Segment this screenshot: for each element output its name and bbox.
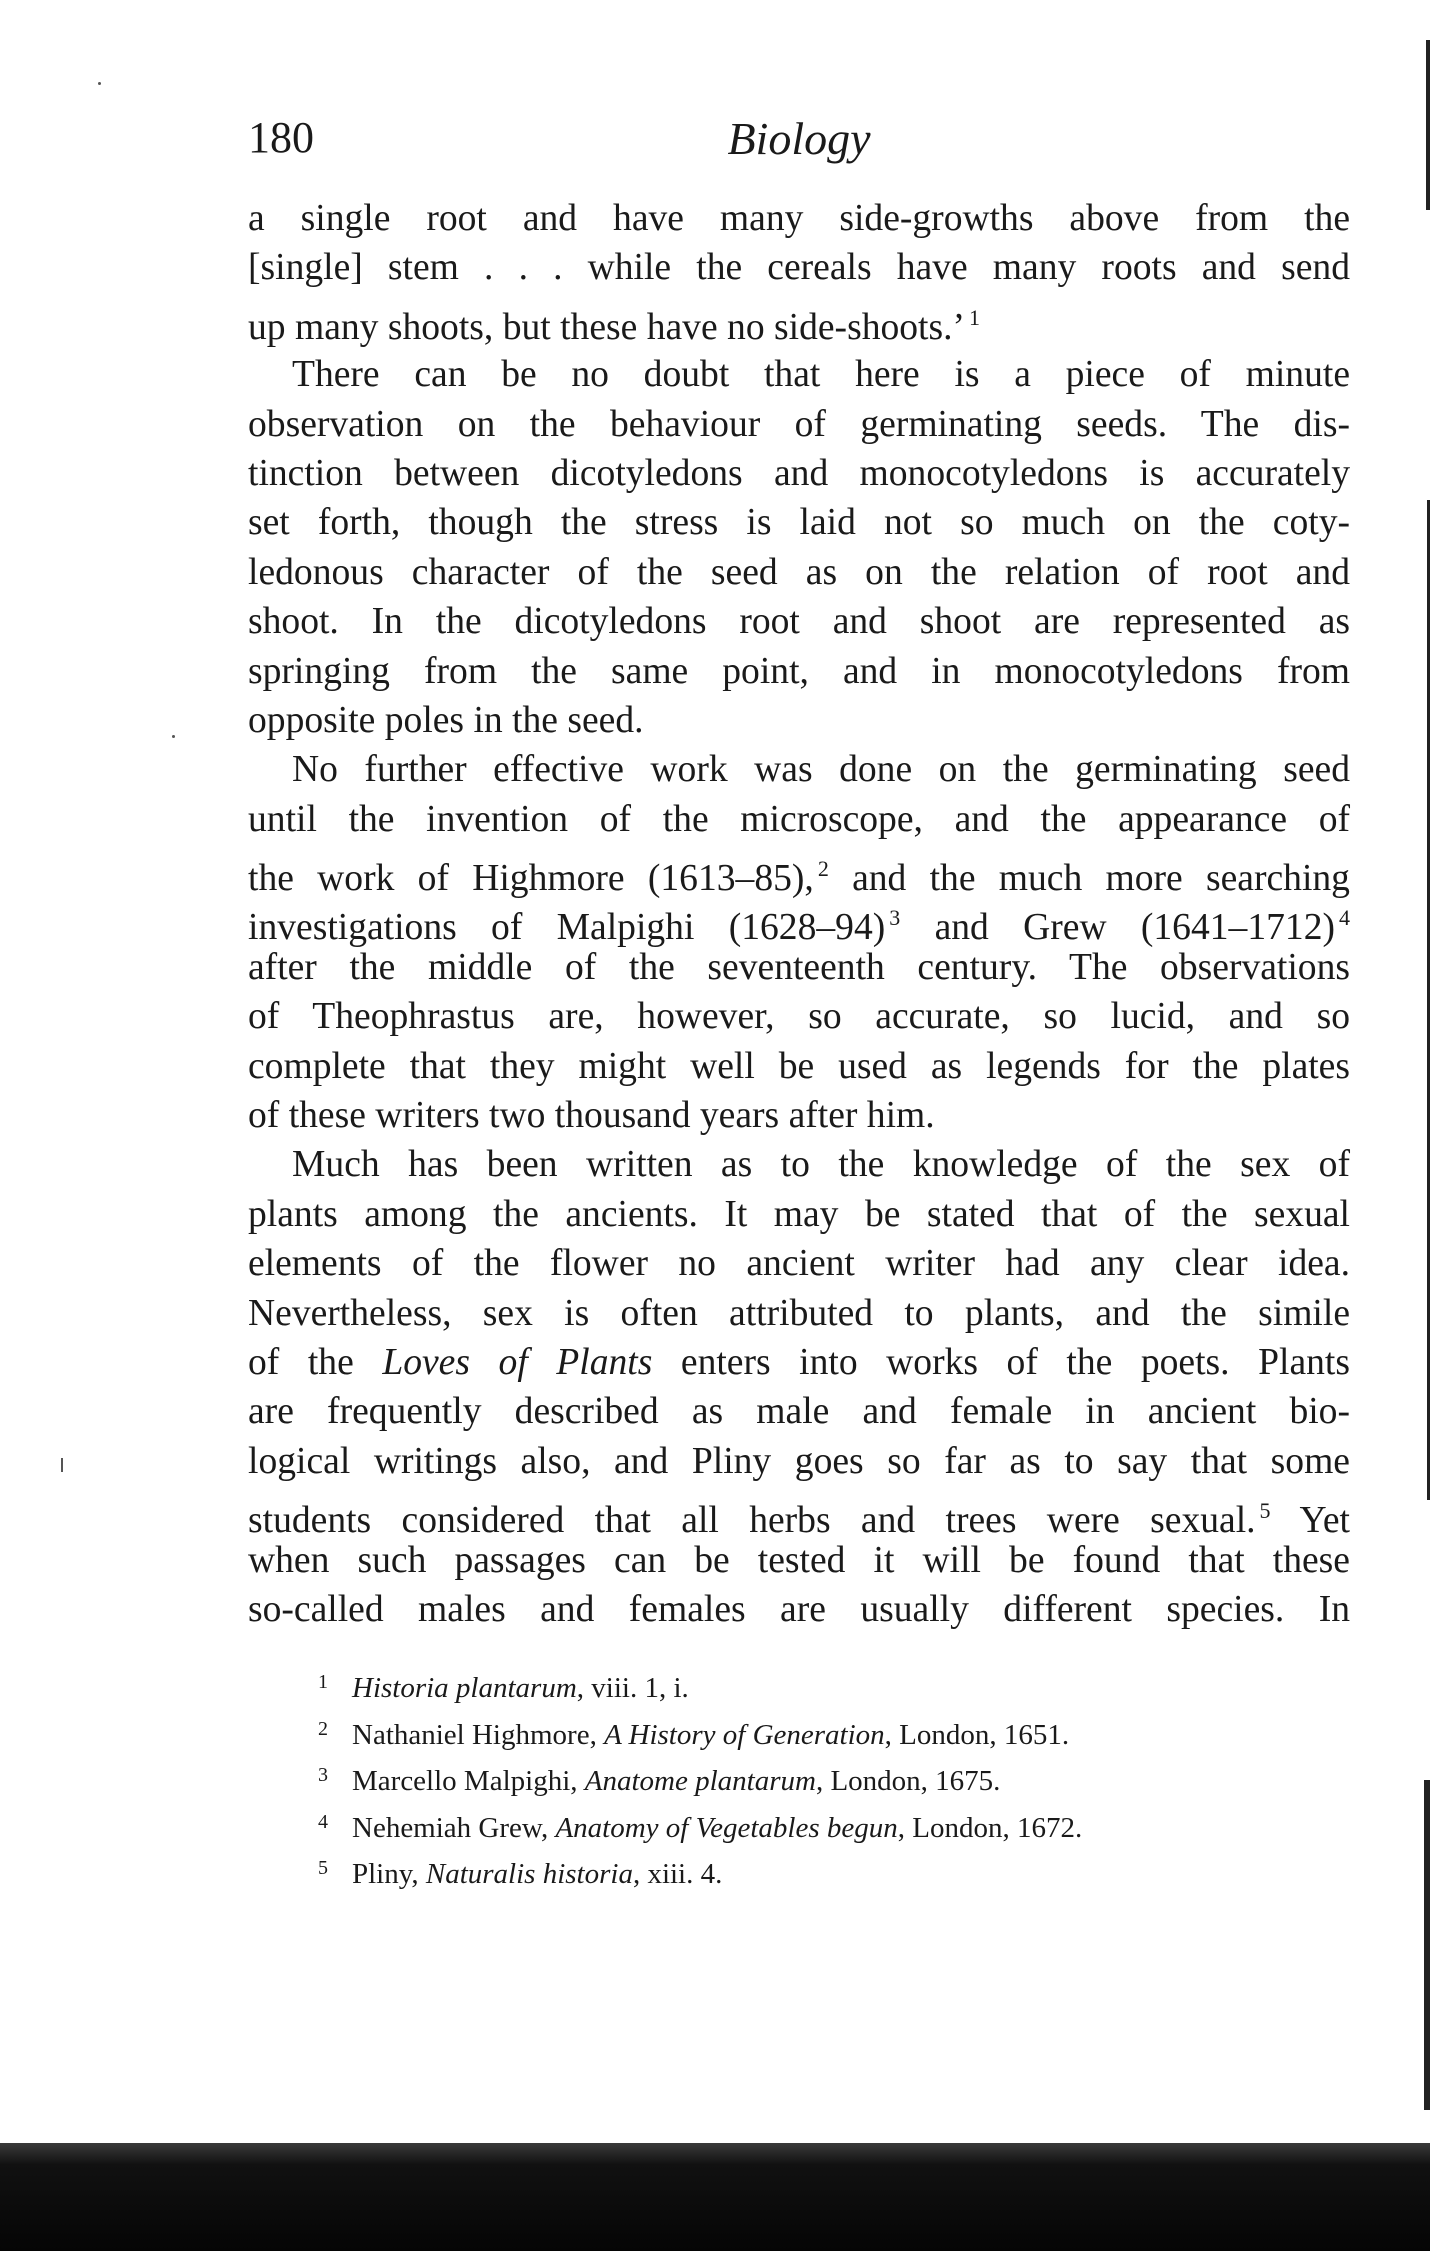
footnote-title: Naturalis historia <box>425 1858 633 1890</box>
text-line <box>248 992 1350 1041</box>
text-line <box>248 194 1350 243</box>
text-line <box>248 1190 1350 1239</box>
footnote-title: Anatomy of Vegetables begun <box>555 1811 898 1844</box>
text-line <box>248 844 1350 900</box>
footnote-text: , viii. 1, i. <box>576 1672 689 1704</box>
line-text: tinction between dicotyledons and monocotyledons is accurately <box>248 452 1350 494</box>
footnote <box>318 1755 1318 1802</box>
line-text: up many shoots, but these have no side-shoots.’ <box>248 306 966 348</box>
footnote-title: A History of Generation <box>604 1718 885 1751</box>
line-text: Much has been written as to the knowledge of the sex of <box>292 1144 1350 1186</box>
paper-speck <box>98 82 101 85</box>
line-text: Nevertheless, sex is often attributed to plants, and the simile <box>248 1292 1350 1334</box>
text-line <box>248 1289 1350 1338</box>
text-line <box>248 400 1350 449</box>
footnote-text: Nehemiah Grew, <box>352 1811 556 1844</box>
line-text: No further effective work was done on the germinating seed <box>292 749 1350 791</box>
text-line <box>248 1387 1350 1436</box>
footnote-reference: 2 <box>817 856 829 882</box>
line-text: investigations of Malpighi (1628–94) <box>248 907 886 949</box>
paper-speck <box>61 1458 63 1472</box>
line-text: after the middle of the seventeenth century. The observations <box>248 946 1350 988</box>
line-text: enters into works of the poets. Plants <box>680 1341 1350 1383</box>
footnote-text: , London, 1651. <box>884 1718 1070 1751</box>
line-text: students considered that all herbs and trees were sexual. <box>248 1500 1256 1542</box>
text-line <box>248 1585 1350 1634</box>
line-text: set forth, though the stress is laid not so much on the coty- <box>248 502 1350 544</box>
footnote-text: , London, 1675. <box>815 1765 1001 1797</box>
text-line <box>248 1437 1350 1486</box>
text-line <box>248 1536 1350 1585</box>
line-text: and the much more searching <box>852 858 1350 900</box>
line-text: [single] stem . . . while the cereals have many roots and send <box>248 247 1350 289</box>
footnotes <box>318 1662 1318 1895</box>
text-line <box>248 293 1350 348</box>
body-text <box>248 194 1350 1634</box>
line-text: the work of Highmore (1613–85), <box>248 858 814 900</box>
line-text: complete that they might well be used as legends for the plates <box>248 1045 1350 1087</box>
footnote-number: 1 <box>318 1671 328 1693</box>
scan-shadow <box>0 2143 1430 2251</box>
footnote-number: 5 <box>318 1857 328 1879</box>
footnote <box>318 1709 1318 1756</box>
line-text: elements of the flower no ancient writer had any clear idea. <box>248 1243 1350 1285</box>
line-text: when such passages can be tested it will be found that these <box>248 1539 1350 1581</box>
text-line <box>248 548 1350 597</box>
text-line <box>248 745 1350 794</box>
footnote <box>318 1802 1318 1849</box>
line-text: There can be no doubt that here is a piece of minute <box>292 354 1350 396</box>
line-text: and Grew (1641–1712) <box>934 907 1335 949</box>
footnote-text: , London, 1672. <box>897 1811 1083 1844</box>
text-line <box>248 893 1350 949</box>
line-text: of the <box>248 1341 354 1383</box>
line-text: logical writings also, and Pliny goes so far as to say that some <box>248 1440 1350 1482</box>
text-line <box>248 1486 1350 1542</box>
footnote-reference: 1 <box>969 304 981 330</box>
line-text: springing from the same point, and in monocotyledons from <box>248 650 1350 692</box>
footnote <box>318 1848 1318 1895</box>
line-text: of these writers two thousand years after him. <box>248 1095 935 1137</box>
line-text: of Theophrastus are, however, so accurate, so lucid, and so <box>248 996 1350 1038</box>
footnote-title: Historia plantarum <box>352 1672 577 1704</box>
footnote-title: Anatome plantarum <box>584 1765 816 1797</box>
text-line <box>248 696 1350 745</box>
text-line <box>248 1140 1350 1189</box>
text-line <box>248 1239 1350 1288</box>
footnote-number: 4 <box>318 1810 328 1833</box>
footnote-text: Marcello Malpighi, <box>352 1765 585 1797</box>
italic-title: Loves of Plants <box>382 1341 653 1383</box>
line-text: a single root and have many side-growths above from the <box>248 198 1350 239</box>
line-text: until the invention of the microscope, and the appearance of <box>248 798 1350 840</box>
page-header <box>248 112 1350 172</box>
footnote-text: Pliny, <box>352 1858 426 1890</box>
page-edge-mark <box>1426 40 1430 210</box>
paper-speck <box>172 735 175 738</box>
text-line <box>248 943 1350 992</box>
line-text: shoot. In the dicotyledons root and shoot are represented as <box>248 601 1350 643</box>
text-line <box>248 1091 1350 1140</box>
line-text: plants among the ancients. It may be stated that of the sexual <box>248 1193 1350 1235</box>
line-text: so-called males and females are usually different species. In <box>248 1588 1350 1630</box>
text-line <box>248 795 1350 844</box>
line-text: ledonous character of the seed as on the relation of root and <box>248 551 1350 593</box>
footnote-reference: 4 <box>1339 905 1350 931</box>
text-line <box>248 350 1350 399</box>
footnote-text: Nathaniel Highmore, <box>352 1718 605 1751</box>
line-text: are frequently described as male and female in ancient bio- <box>248 1391 1350 1433</box>
text-line <box>248 498 1350 547</box>
footnote-number: 2 <box>318 1717 328 1740</box>
page-edge-mark <box>1424 1780 1430 2110</box>
line-text: opposite poles in the seed. <box>248 699 644 741</box>
text-line <box>248 1338 1350 1387</box>
text-line <box>248 647 1350 696</box>
page-number: 180 <box>248 113 314 162</box>
footnote-reference: 5 <box>1259 1498 1271 1524</box>
text-line <box>248 597 1350 646</box>
footnote-text: , xiii. 4. <box>632 1858 723 1890</box>
running-head: Biology <box>727 113 871 164</box>
text-line <box>248 1042 1350 1091</box>
text-line <box>248 449 1350 498</box>
line-text: Yet <box>1299 1500 1350 1542</box>
footnote-number: 3 <box>318 1764 328 1786</box>
line-text: observation on the behaviour of germinating seeds. The dis- <box>248 403 1350 445</box>
text-line <box>248 243 1350 292</box>
footnote-reference: 3 <box>889 905 901 931</box>
footnote <box>318 1662 1318 1709</box>
